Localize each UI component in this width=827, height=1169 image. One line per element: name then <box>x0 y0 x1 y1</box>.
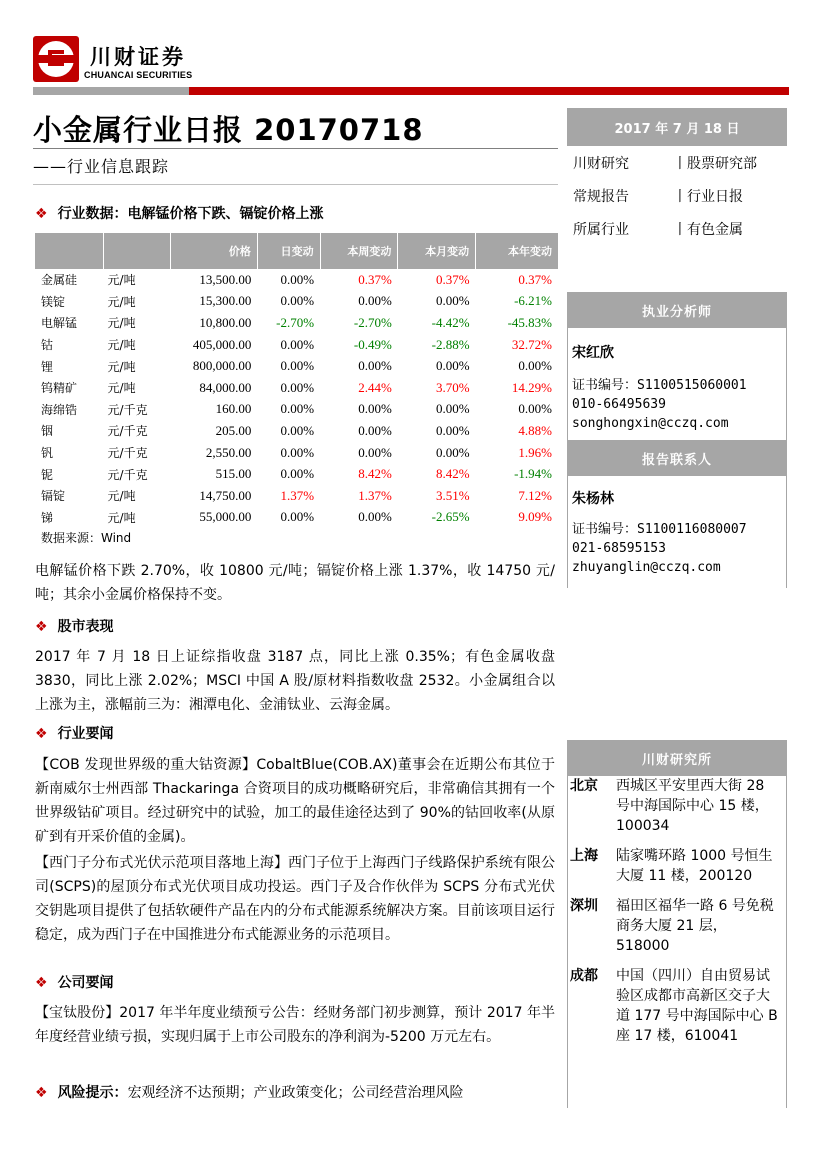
table-cell: 元/千克 <box>107 467 148 482</box>
table-row <box>35 399 558 421</box>
table-row <box>35 463 558 485</box>
info-value: 丨有色金属 <box>673 221 743 238</box>
office-address: 陆家嘴环路 1000 号恒生大厦 11 楼，200120 <box>616 848 773 884</box>
table-cell: 10,800.00 <box>199 314 252 330</box>
section-risk <box>35 1082 464 1102</box>
col-header: 本周变动 <box>320 233 398 269</box>
office-city: 北京 <box>570 778 598 794</box>
table-cell: -0.49% <box>353 336 392 352</box>
table-cell: 160.00 <box>215 401 252 417</box>
news-title: 【COB 发现世界级的重大钴资源】 <box>35 757 257 773</box>
table-cell: 0.00% <box>358 358 392 374</box>
table-cell: 锂 <box>41 359 54 374</box>
section-market <box>35 616 114 636</box>
table-cell: 1.37% <box>358 487 392 503</box>
table-cell: 800,000.00 <box>192 358 252 374</box>
table-cell: 0.00% <box>436 358 470 374</box>
header-rule-red <box>189 87 789 95</box>
section-title: 股市表现 <box>57 619 114 635</box>
table-cell: 元/吨 <box>107 510 136 525</box>
brand-name-en: CHUANCAI SECURITIES <box>84 70 193 80</box>
contact-email[interactable]: zhuyanglin@cczq.com <box>572 560 721 575</box>
contact-cert: 证书编号：S1100116080007 <box>572 522 747 537</box>
col-header: 本年变动 <box>476 233 558 269</box>
table-cell: 0.00% <box>358 422 392 438</box>
office-city: 深圳 <box>570 898 598 914</box>
table-cell: 405,000.00 <box>192 336 252 352</box>
section-title: 行业要闻 <box>57 726 114 742</box>
table-cell: 0.00% <box>436 422 470 438</box>
table-cell: 8.42% <box>358 466 392 482</box>
table-cell: 205.00 <box>215 422 252 438</box>
table-cell: 镁锭 <box>41 294 66 309</box>
office-city: 成都 <box>570 968 598 984</box>
report-title: 小金属行业日报 20170718 <box>33 113 424 147</box>
news-body: 西门子位于上海西门子线路保护系统有限公司(SCPS)的屋顶分布式光伏项目成功投运。西门子及合作伙伴为 SCPS 分布式光伏交钥匙项目提供了包括软硬件产品在内的分布式能源系统解决方案。目前该项目运行稳定，成为西门子在中国推进分布式能源业务的示范项目。 <box>35 855 555 943</box>
table-row <box>35 312 558 334</box>
company-news <box>35 1001 555 1049</box>
table-cell: 3.51% <box>436 487 470 503</box>
market-paragraph: 2017 年 7 月 18 日上证综指收盘 3187 点，同比上涨 0.35%；有色金属收盘 3830，同比上涨 2.02%；MSCI 中国 A 股/原材料指数收盘 2532。小金属组合以上涨为主，涨幅前三为：湘潭电化、金浦钛业、云海金属。 <box>35 649 555 713</box>
info-row <box>567 179 787 212</box>
diamond-bullet-icon: ❖ <box>35 975 48 991</box>
offices-card <box>567 776 787 1108</box>
news-item-1 <box>35 753 555 849</box>
table-cell: 0.00% <box>280 379 315 395</box>
table-cell: 0.00% <box>518 401 552 417</box>
info-key: 所属行业 <box>573 221 629 238</box>
office-shanghai <box>568 846 786 886</box>
table-row <box>35 377 558 399</box>
table-cell: 元/吨 <box>107 316 136 331</box>
col-header: 本月变动 <box>398 233 476 269</box>
table-cell: 钒 <box>41 446 54 461</box>
table-row <box>35 420 558 442</box>
col-header <box>104 233 171 269</box>
table-cell: 15,300.00 <box>199 293 252 309</box>
office-city: 上海 <box>570 848 598 864</box>
table-cell: 32.72% <box>511 336 552 352</box>
table-cell: -45.83% <box>507 314 552 330</box>
table-cell: 1.96% <box>518 444 552 460</box>
section-company <box>35 972 114 992</box>
info-value: 丨行业日报 <box>673 188 743 205</box>
table-cell: 0.00% <box>280 422 315 438</box>
table-cell: 7.12% <box>518 487 552 503</box>
col-header: 日变动 <box>257 233 320 269</box>
section-industry-data <box>35 203 324 223</box>
diamond-bullet-icon: ❖ <box>35 206 48 222</box>
table-cell: 0.00% <box>358 401 392 417</box>
table-cell: 锑 <box>41 510 54 525</box>
table-cell: 元/吨 <box>107 359 136 374</box>
subtitle-divider <box>33 184 558 185</box>
report-info <box>567 146 787 245</box>
table-cell: 0.00% <box>280 466 315 482</box>
info-value: 丨股票研究部 <box>673 155 757 172</box>
info-key: 常规报告 <box>573 188 629 205</box>
table-cell: -2.88% <box>431 336 470 352</box>
table-row <box>35 269 558 291</box>
report-subtitle: ——行业信息跟踪 <box>33 157 170 176</box>
table-cell: 元/吨 <box>107 489 136 504</box>
analyst-email[interactable]: songhongxin@cczq.com <box>572 416 729 431</box>
table-row <box>35 485 558 507</box>
table-cell: 3.70% <box>436 379 470 395</box>
info-row <box>567 212 787 245</box>
table-cell: 2,550.00 <box>205 444 252 460</box>
table-row <box>35 442 558 464</box>
table-row <box>35 291 558 313</box>
table-cell: 0.00% <box>280 444 315 460</box>
table-cell: 515.00 <box>215 466 252 482</box>
news-title: 【西门子分布式光伏示范项目落地上海】 <box>35 855 288 871</box>
office-chengdu <box>568 966 786 1046</box>
table-cell: 0.00% <box>280 509 315 525</box>
news-body: 2017 年半年度业绩预亏公告：经财务部门初步测算，预计 2017 年半年度经营业绩亏损，实现归属于上市公司股东的净利润为-5200 万元左右。 <box>35 1005 556 1045</box>
office-shenzhen <box>568 896 786 956</box>
table-cell: 4.88% <box>518 422 552 438</box>
contact-phone: 021-68595153 <box>572 541 666 556</box>
contact-section-header: 报告联系人 <box>567 440 787 476</box>
table-body <box>35 269 558 528</box>
diamond-bullet-icon: ❖ <box>35 1085 48 1101</box>
office-beijing <box>568 776 786 836</box>
table-cell: 0.00% <box>358 293 392 309</box>
table-cell: -2.65% <box>431 509 470 525</box>
report-date: 2017 年 7 月 18 日 <box>567 108 787 146</box>
table-cell: 0.00% <box>280 336 315 352</box>
table-cell: 0.00% <box>358 509 392 525</box>
data-source: 数据来源：Wind <box>41 531 132 545</box>
table-cell: -2.70% <box>353 314 392 330</box>
table-cell: 1.37% <box>280 487 315 503</box>
office-address: 西城区平安里西大街 28 号中海国际中心 15 楼，100034 <box>616 778 769 834</box>
table-cell: 元/千克 <box>107 446 148 461</box>
table-row <box>35 334 558 356</box>
risk-text: 宏观经济不达预期；产业政策变化；公司经营治理风险 <box>127 1085 464 1101</box>
contact-name: 朱杨林 <box>572 491 614 507</box>
table-cell: 钴 <box>41 338 54 353</box>
table-cell: 元/吨 <box>107 338 136 353</box>
header-rule-gray <box>33 87 189 95</box>
analyst-phone: 010-66495639 <box>572 397 666 412</box>
contact-card <box>567 476 787 588</box>
info-key: 川财研究 <box>573 155 629 172</box>
table-cell: 14,750.00 <box>199 487 252 503</box>
table-cell: 镉锭 <box>41 489 66 504</box>
table-cell: 海绵锆 <box>41 402 78 417</box>
table-cell: 0.00% <box>280 401 315 417</box>
diamond-bullet-icon: ❖ <box>35 726 48 742</box>
info-row <box>567 146 787 179</box>
table-cell: 0.00% <box>436 444 470 460</box>
section-title: 行业数据：电解锰价格下跌、镉锭价格上涨 <box>57 206 324 222</box>
table-cell: -6.21% <box>514 293 552 309</box>
table-cell: 55,000.00 <box>199 509 252 525</box>
office-address: 中国（四川）自由贸易试验区成都市高新区交子大道 177 号中海国际中心 B 座 17 楼，610041 <box>616 968 778 1044</box>
table-cell: 0.00% <box>436 401 470 417</box>
table-cell: 8.42% <box>436 466 470 482</box>
table-cell: 元/吨 <box>107 381 136 396</box>
table-cell: 0.00% <box>280 271 315 287</box>
table-cell: -4.42% <box>431 314 470 330</box>
table-cell: 铟 <box>41 424 54 439</box>
col-header <box>35 233 104 269</box>
title-divider <box>33 148 558 149</box>
table-cell: 金属硅 <box>41 273 78 288</box>
office-address: 福田区福华一路 6 号免税商务大厦 21 层，518000 <box>616 898 774 954</box>
analyst-cert: 证书编号：S1100515060001 <box>572 378 747 393</box>
table-cell: -1.94% <box>514 466 552 482</box>
analyst-section-header: 执业分析师 <box>567 292 787 328</box>
table-cell: 元/千克 <box>107 402 148 417</box>
analyst-card <box>567 328 787 440</box>
analyst-name: 宋红欣 <box>572 345 614 361</box>
institute-section-header: 川财研究所 <box>567 740 787 776</box>
table-cell: 84,000.00 <box>199 379 252 395</box>
table-cell: 铌 <box>41 467 54 482</box>
section-title: 公司要闻 <box>57 975 114 991</box>
table-cell: 0.00% <box>518 358 552 374</box>
table-cell: 14.29% <box>511 379 552 395</box>
table-cell: 元/千克 <box>107 424 148 439</box>
table-cell: 元/吨 <box>107 294 136 309</box>
table-cell: 0.37% <box>358 271 392 287</box>
table-cell: 9.09% <box>518 509 552 525</box>
news-body: CobaltBlue(COB.AX)董事会在近期公布其位于新南威尔士州西部 Thackaringa 合资项目的成功概略研究后，非常确信其拥有一个世界级钴矿项目。经过研究中的试验，加工的最佳途径达到了 90%的钴回收率(从原矿到有开采价值的金属)。 <box>35 757 555 845</box>
company-logo <box>33 36 79 82</box>
diamond-bullet-icon: ❖ <box>35 619 48 635</box>
summary-paragraph: 电解锰价格下跌 2.70%，收 10800 元/吨；镉锭价格上涨 1.37%，收 14750 元/吨；其余小金属价格保持不变。 <box>35 563 555 603</box>
risk-label: 风险提示： <box>57 1085 128 1101</box>
table-cell: 0.00% <box>436 293 470 309</box>
table-cell: 0.00% <box>358 444 392 460</box>
table-cell: 13,500.00 <box>199 271 252 287</box>
table-cell: 0.37% <box>518 271 552 287</box>
table-cell: -2.70% <box>276 314 315 330</box>
news-title: 【宝钛股份】 <box>35 1005 120 1021</box>
table-cell: 2.44% <box>358 379 392 395</box>
brand-name-cn: 川财证券 <box>90 45 186 69</box>
table-row <box>35 507 558 529</box>
section-news <box>35 723 114 743</box>
table-cell: 电解锰 <box>41 316 78 331</box>
table-row <box>35 355 558 377</box>
table-header-row <box>35 233 558 269</box>
table-cell: 元/吨 <box>107 273 136 288</box>
col-header: 价格 <box>171 233 258 269</box>
table-cell: 0.37% <box>436 271 470 287</box>
news-item-2 <box>35 851 555 947</box>
table-cell: 0.00% <box>280 358 315 374</box>
price-table <box>35 233 558 528</box>
table-cell: 0.00% <box>280 293 315 309</box>
table-cell: 钨精矿 <box>41 381 78 396</box>
